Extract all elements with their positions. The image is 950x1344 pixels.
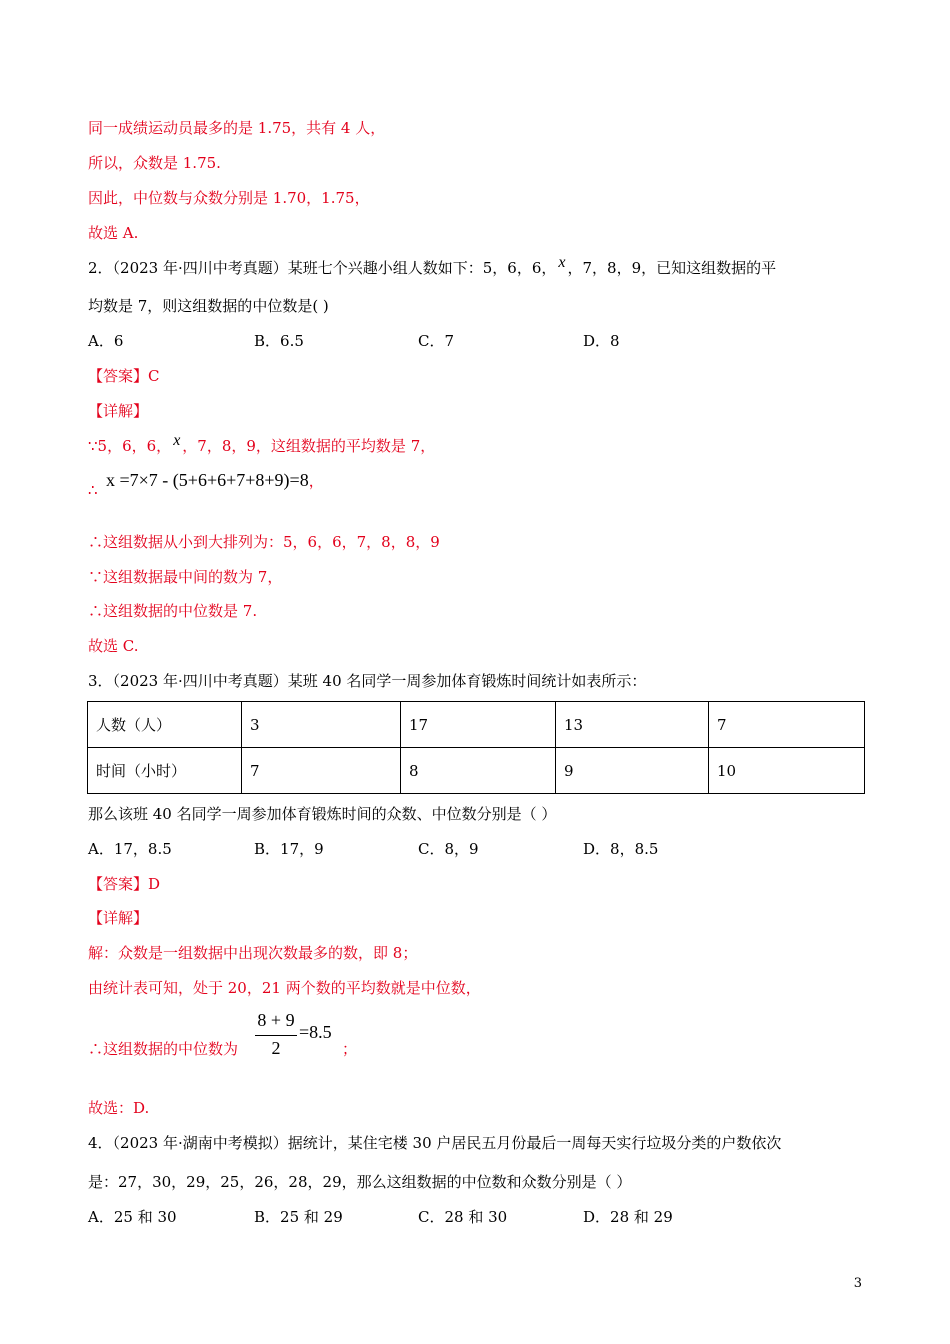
- table-cell: 10: [709, 748, 865, 794]
- q2-answer: 【答案】C: [88, 367, 160, 385]
- q2-detail-label: 【详解】: [88, 402, 149, 420]
- page-number: 3: [853, 1276, 862, 1291]
- q2-stem-variable: x: [558, 254, 566, 271]
- fraction-suffix: ；: [342, 1040, 358, 1058]
- q3-solution-line1: 解：众数是一组数据中出现次数最多的数，即 8；: [88, 944, 418, 962]
- table-cell: 8: [401, 748, 556, 794]
- q2-solution-line1: [88, 432, 436, 457]
- q2-solution-line3: ∴这组数据从小到大排列为：5，6，6，7，8，8，9: [88, 533, 440, 551]
- table-row: [88, 748, 865, 794]
- q4-stem-line1: 4．（2023 年·湖南中考模拟）据统计，某住宅楼 30 户居民五月份最后一周每天实行垃圾分类的户数依次: [88, 1134, 782, 1152]
- q2-stem-line1: [88, 254, 777, 279]
- q4-stem-line2: 是：27，30，29，25，26，28，29，那么这组数据的中位数和众数分别是（ ）: [88, 1173, 632, 1191]
- table-cell: 7: [709, 702, 865, 748]
- fraction-numerator: 8 + 9: [257, 1010, 295, 1030]
- solution-text: ，7，8，9，这组数据的平均数是 7，: [182, 437, 436, 455]
- q4-option-c: C．28 和 30: [418, 1208, 508, 1226]
- q2-option-b: B．6.5: [254, 332, 304, 350]
- table-cell: 9: [556, 748, 709, 794]
- q2-option-a: A．6: [88, 332, 124, 350]
- equation-suffix: ，: [308, 472, 324, 490]
- q3-detail-label: 【详解】: [88, 909, 149, 927]
- fraction-result: =8.5: [299, 1022, 332, 1042]
- q4-option-a: A．25 和 30: [88, 1208, 177, 1226]
- solution-line: 故选 A.: [88, 224, 139, 242]
- q3-stem: 3．（2023 年·四川中考真题）某班 40 名同学一周参加体育锻炼时间统计如表所示：: [88, 672, 647, 690]
- fraction-denominator: 2: [271, 1038, 281, 1058]
- q2-solution-line5: ∴这组数据的中位数是 7.: [88, 602, 258, 620]
- q2-solution-line4: ∵这组数据最中间的数为 7，: [88, 568, 283, 586]
- q3-option-d: D．8，8.5: [583, 840, 659, 858]
- q3-answer: 【答案】D: [88, 875, 161, 893]
- q3-solution-line3: ∴这组数据的中位数为: [88, 1040, 239, 1058]
- q3-solution-line4: 故选：D.: [88, 1099, 150, 1117]
- q3-question: 那么该班 40 名同学一周参加体育锻炼时间的众数、中位数分别是（ ）: [88, 805, 557, 823]
- solution-line: 同一成绩运动员最多的是 1.75，共有 4 人，: [88, 119, 386, 137]
- table-cell: 17: [401, 702, 556, 748]
- q2-stem-text: 2．（2023 年·四川中考真题）某班七个兴趣小组人数如下：5，6，6，: [88, 259, 557, 277]
- q2-stem-text: ，7，8，9，已知这组数据的平: [567, 259, 777, 277]
- table-cell: 13: [556, 702, 709, 748]
- q2-therefore-symbol: ∴: [88, 481, 98, 499]
- solution-text: ∵5，6，6，: [88, 437, 172, 455]
- q2-equation: [106, 470, 324, 491]
- fraction-bar: [255, 1035, 297, 1036]
- table-cell: 时间（小时）: [88, 748, 242, 794]
- solution-variable: x: [173, 432, 181, 449]
- q2-option-d: D．8: [583, 332, 620, 350]
- q3-data-table: [87, 701, 865, 794]
- q4-option-d: D．28 和 29: [583, 1208, 673, 1226]
- q3-option-b: B．17，9: [254, 840, 324, 858]
- equation-text: x =7×7 - (5+6+6+7+8+9)=8: [106, 470, 309, 490]
- table-cell: 7: [242, 748, 401, 794]
- solution-line: 所以，众数是 1.75.: [88, 154, 221, 172]
- q2-option-c: C．7: [418, 332, 455, 350]
- solution-line: 因此，中位数与众数分别是 1.70，1.75，: [88, 189, 370, 207]
- table-cell: 人数（人）: [88, 702, 242, 748]
- q2-stem-line2: 均数是 7，则这组数据的中位数是( ): [88, 297, 329, 315]
- table-row: [88, 702, 865, 748]
- q3-solution-line2: 由统计表可知，处于 20，21 两个数的平均数就是中位数，: [88, 979, 481, 997]
- q3-option-a: A．17，8.5: [88, 840, 172, 858]
- q3-option-c: C．8，9: [418, 840, 479, 858]
- table-cell: 3: [242, 702, 401, 748]
- q2-solution-line6: 故选 C.: [88, 637, 139, 655]
- q4-option-b: B．25 和 29: [254, 1208, 343, 1226]
